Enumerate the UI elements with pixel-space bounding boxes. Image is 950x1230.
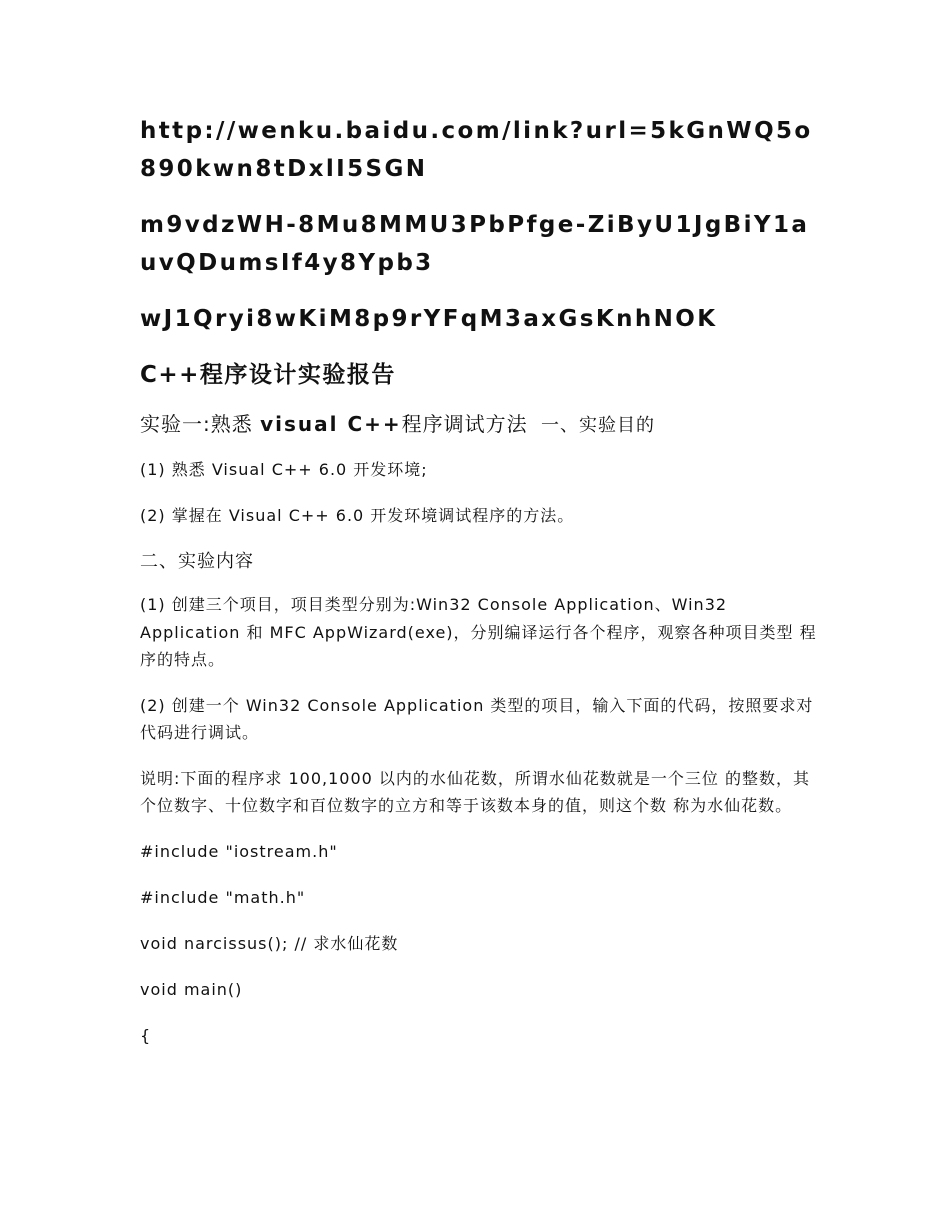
explanation-paragraph: 说明:下面的程序求 100,1000 以内的水仙花数，所谓水仙花数就是一个三位 的整数，其个位数字、十位数字和百位数字的立方和等于该数本身的值，则这个数 称为水仙花数。 [140, 768, 810, 815]
content-item-1: (1) 创建三个项目，项目类型分别为:Win32 Console Application、Win32 Application 和 MFC AppWizard(exe)，分别编译运行各个程序，观察各种项目类型 程序的特点。 [140, 595, 817, 669]
url-line-3: wJ1Qryi8wKiM8p9rYFqM3axGsKnhNOK [140, 306, 718, 332]
experiment-heading [140, 408, 820, 442]
code-line-5: { [140, 1025, 152, 1045]
code-line-2: #include "math.h" [140, 887, 306, 907]
purpose-heading: 一、实验目的 [541, 415, 656, 436]
purpose-item-2: (2) 掌握在 Visual C++ 6.0 开发环境调试程序的方法。 [140, 505, 575, 525]
code-line-3: void narcissus(); // 求水仙花数 [140, 933, 399, 953]
experiment-heading-bold: visual C++ [260, 412, 402, 436]
experiment-heading-suffix: 程序调试方法 [401, 412, 528, 436]
url-line-1: http://wenku.baidu.com/link?url=5kGnWQ5o890kwn8tDxlI5SGN [140, 118, 813, 182]
experiment-heading-prefix: 实验一:熟悉 [140, 412, 253, 436]
content-item-2: (2) 创建一个 Win32 Console Application 类型的项目，输入下面的代码，按照要求对代码进行调试。 [140, 695, 814, 742]
content-heading: 二、实验内容 [140, 551, 254, 572]
url-line-2: m9vdzWH-8Mu8MMU3PbPfge-ZiByU1JgBiY1auvQDumsIf4y8Ypb3 [140, 212, 810, 276]
code-line-1: #include "iostream.h" [140, 841, 338, 861]
purpose-item-1: (1) 熟悉 Visual C++ 6.0 开发环境; [140, 460, 428, 479]
document-page [140, 112, 820, 1068]
report-title: C++程序设计实验报告 [140, 362, 396, 388]
code-line-4: void main() [140, 979, 243, 999]
